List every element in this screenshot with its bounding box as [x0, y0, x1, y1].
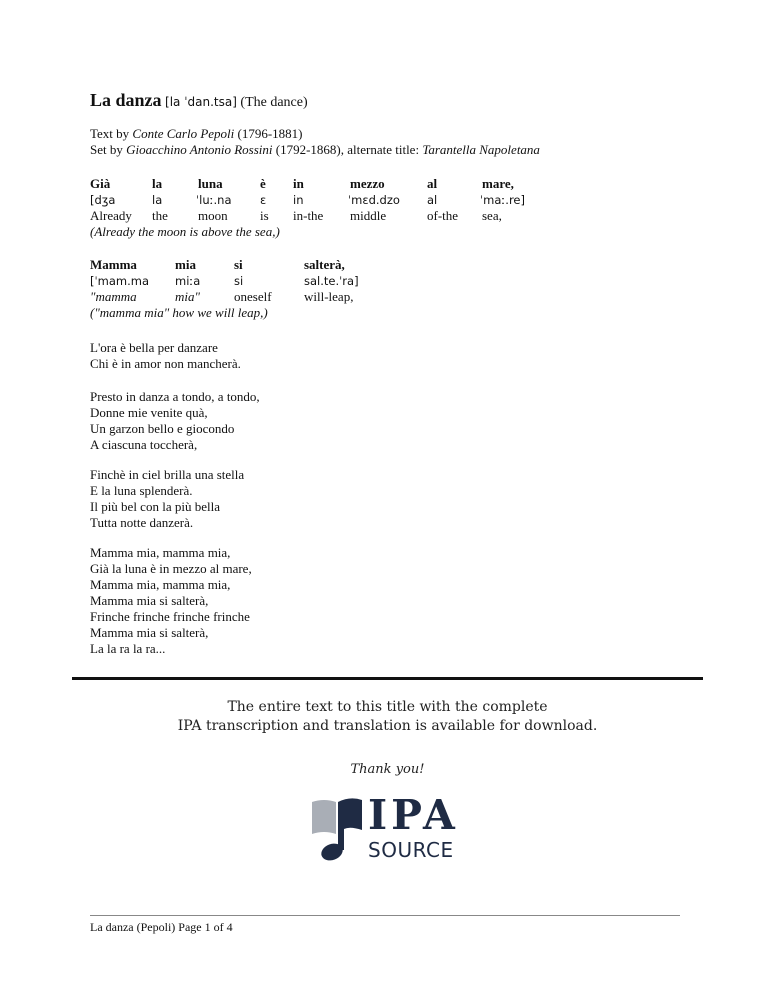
ipa-word: miːa: [175, 274, 201, 288]
word: Mamma: [90, 257, 137, 272]
word: mezzo: [350, 176, 385, 191]
title-ipa: [la ˈdan.tsa]: [165, 95, 237, 109]
verse-1-ipa: [90, 192, 525, 208]
word: Già: [90, 176, 111, 191]
word: è: [260, 176, 266, 191]
ipa-word: ˈmaː.re]: [480, 193, 525, 207]
credits: [90, 126, 540, 158]
stanza-3: [90, 467, 244, 531]
literal-word: will-leap,: [304, 289, 354, 304]
verse-1-translation: [90, 224, 520, 240]
verse-2-grid: [90, 257, 390, 321]
lyric-line: Finchè in ciel brilla una stella: [90, 467, 245, 482]
ipa-word: [ˈmam.ma: [90, 274, 150, 288]
text-credit: [90, 126, 540, 142]
literal-word: "mamma: [90, 289, 137, 304]
literal-word: in-the: [293, 208, 324, 223]
lyric-line: A ciascuna toccherà,: [90, 437, 198, 452]
download-notice: [72, 698, 703, 736]
ipa-word: [dʒa: [90, 193, 116, 207]
song-title: [90, 90, 308, 111]
verse-2-translation: [90, 305, 390, 321]
lyric-line: Tutta notte danzerà.: [90, 515, 194, 530]
literal-word: of-the: [427, 208, 459, 223]
text-author: Conte Carlo Pepoli: [132, 126, 235, 141]
word: al: [427, 176, 438, 191]
composer-dates: (1792-1868), alternate title:: [272, 142, 423, 157]
page-footer: La danza (Pepoli) Page 1 of 4: [90, 920, 233, 934]
lyric-line: Mamma mia si salterà,: [90, 593, 209, 608]
literal-word: middle: [350, 208, 387, 223]
verse-2-literal: [90, 289, 390, 305]
lyric-line: Già la luna è in mezzo al mare,: [90, 561, 252, 576]
title-main: La danza: [90, 90, 162, 110]
ipa-word: la: [152, 193, 163, 207]
book-music-note-icon: [310, 796, 366, 864]
word: la: [152, 176, 163, 191]
literal-word: oneself: [234, 289, 272, 304]
ipa-word: sal.te.ˈra]: [304, 274, 359, 288]
literal-word: sea,: [482, 208, 502, 223]
alternate-title: Tarantella Napoletana: [422, 142, 540, 157]
verse-2-ipa: [90, 273, 390, 289]
notice-line-2: IPA transcription and translation is available for download.: [177, 718, 598, 734]
verse-1-grid: [90, 176, 525, 240]
translation-line: ("mamma mia" how we will leap,): [90, 305, 268, 320]
word: mare,: [482, 176, 514, 191]
word: luna: [198, 176, 223, 191]
word: salterà,: [304, 257, 345, 272]
lyric-line: Il più bel con la più bella: [90, 499, 220, 514]
composer-name: Gioacchino Antonio Rossini: [126, 142, 273, 157]
literal-word: is: [260, 208, 269, 223]
composer-credit: [90, 142, 540, 158]
word: mia: [175, 257, 196, 272]
title-translation: (The dance): [240, 95, 308, 110]
lyric-line: Presto in danza a tondo, a tondo,: [90, 389, 260, 404]
verse-2-words: [90, 257, 390, 273]
logo-source-wordmark: SOURCE: [368, 838, 454, 862]
footer-divider: [90, 915, 680, 916]
ipa-word: in: [293, 193, 304, 207]
literal-word: moon: [198, 208, 228, 223]
set-prefix: Set by: [90, 142, 127, 157]
stanza-1: [90, 340, 241, 372]
word: si: [234, 257, 243, 272]
lyric-line: E la luna splenderà.: [90, 483, 193, 498]
lyric-line: Mamma mia, mamma mia,: [90, 545, 231, 560]
literal-word: Already: [90, 208, 132, 223]
stanza-4: [90, 545, 252, 657]
ipa-source-logo: [310, 791, 470, 866]
ipa-word: ˈluː.na: [196, 193, 232, 207]
lyric-line: Chi è in amor non mancherà.: [90, 356, 241, 371]
notice-line-1: The entire text to this title with the complete: [227, 699, 548, 715]
text-author-dates: (1796-1881): [234, 126, 303, 141]
word: in: [293, 176, 304, 191]
verse-1-words: [90, 176, 520, 192]
ipa-word: si: [234, 274, 244, 288]
lyric-line: La la ra la ra...: [90, 641, 166, 656]
lyric-line: L'ora è bella per danzare: [90, 340, 218, 355]
lyric-line: Mamma mia si salterà,: [90, 625, 209, 640]
literal-word: mia": [175, 289, 200, 304]
section-divider: [72, 677, 703, 680]
translation-line: (Already the moon is above the sea,): [90, 224, 280, 239]
lyric-line: Frinche frinche frinche frinche: [90, 609, 250, 624]
literal-word: the: [152, 208, 168, 223]
lyric-line: Donne mie venite quà,: [90, 405, 208, 420]
text-credit-prefix: Text by: [90, 126, 133, 141]
ipa-word: al: [427, 193, 438, 207]
lyric-line: Un garzon bello e giocondo: [90, 421, 235, 436]
ipa-word: ɛ: [260, 193, 267, 207]
stanza-2: [90, 389, 260, 453]
thank-you-text: Thank you!: [350, 762, 425, 777]
lyric-line: Mamma mia, mamma mia,: [90, 577, 231, 592]
ipa-word: ˈmɛd.dzo: [348, 193, 400, 207]
logo-ipa-wordmark: IPA: [368, 791, 459, 839]
verse-1-literal: [90, 208, 520, 224]
